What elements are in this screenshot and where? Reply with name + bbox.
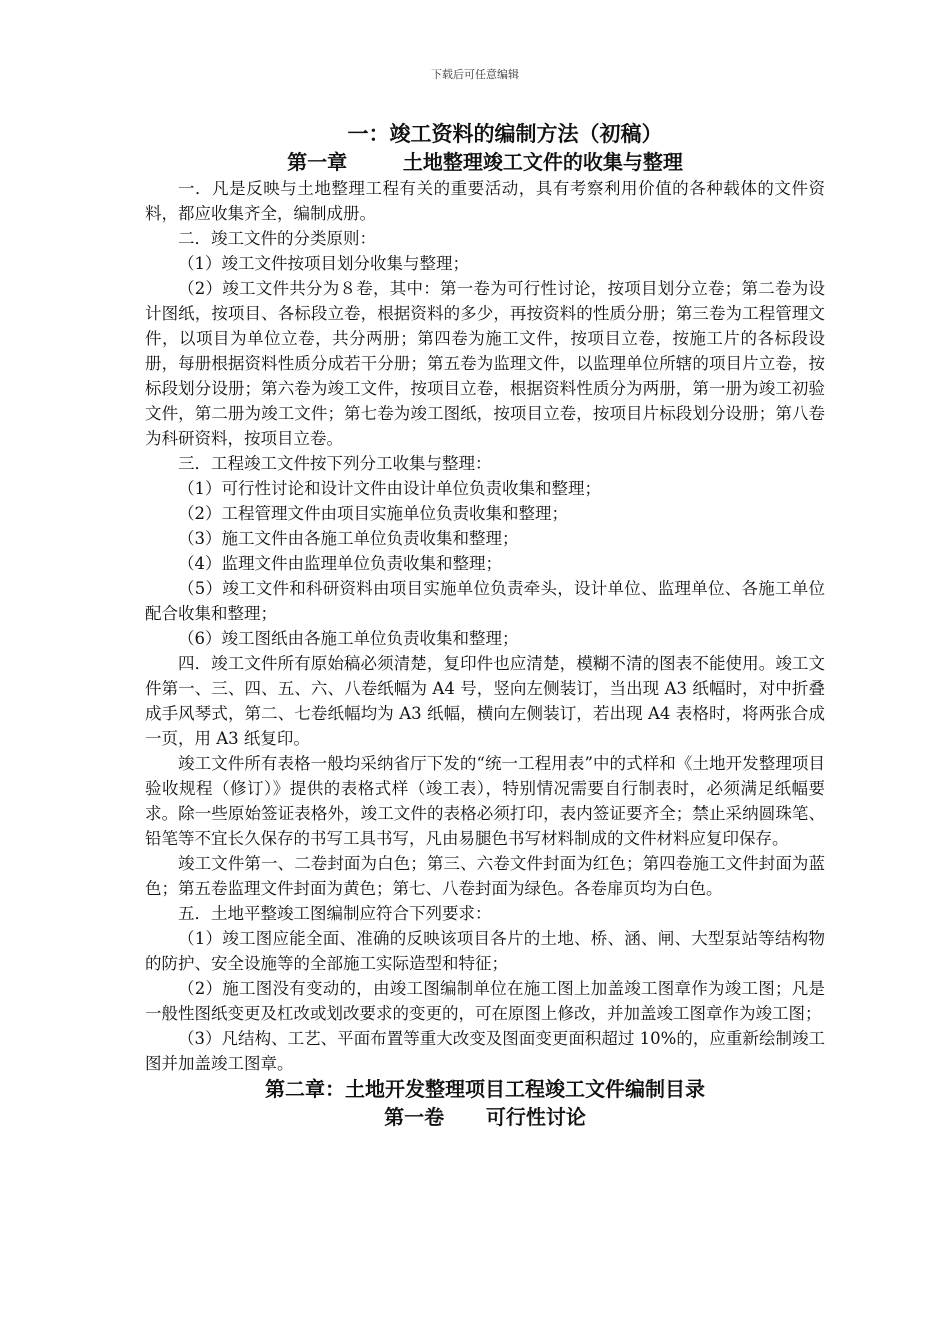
paragraph: 四．竣工文件所有原始稿必须清楚，复印件也应清楚，模糊不清的图表不能使用。竣工文件第一、三、四、五、六、八卷纸幅为 A4 号，竖向左侧装订，当出现 A3 纸幅时，对中折叠成手风琴式，第二、七卷纸幅均为 A3 纸幅，横向左侧装订，若出现 A4 表格时，将两张合成一页，用 A3 纸复印。 [145,654,825,748]
paragraph: （1）竣工图应能全面、准确的反映该项目各片的土地、桥、涵、闸、大型泵站等结构物的防护、安全设施等的全部施工实际造型和特征； [145,929,825,973]
main-title: 一：竣工资料的编制方法（初稿） [347,121,663,146]
paragraph: 竣工文件第一、二卷封面为白色；第三、六卷文件封面为红色；第四卷施工文件封面为蓝色；第五卷监理文件封面为黄色；第七、八卷封面为绿色。各卷扉页均为白色。 [145,854,825,898]
chapter2-title: 第二章：土地开发整理项目工程竣工文件编制目录 [265,1077,705,1101]
paragraph: （5）竣工文件和科研资料由项目实施单位负责牵头，设计单位、监理单位、各施工单位配合收集和整理； [145,579,825,623]
chapter1-title: 第一章 土地整理竣工文件的收集与整理 [287,150,683,174]
paragraph: （4）监理文件由监理单位负责收集和整理； [178,554,502,573]
paragraph: （2）施工图没有变动的，由竣工图编制单位在施工图上加盖竣工图章作为竣工图；凡是一般性图纸变更及杠改或划改要求的变更的，可在原图上修改，并加盖竣工图章作为竣工图； [145,979,825,1023]
paragraph: 一．凡是反映与土地整理工程有关的重要活动，具有考察利用价值的各种载体的文件资料，都应收集齐全，编制成册。 [145,179,825,223]
paragraph: （1）可行性讨论和设计文件由设计单位负责收集和整理； [178,479,601,498]
paragraph: （3）凡结构、工艺、平面布置等重大改变及图面变更面积超过 10%的，应重新绘制竣工图并加盖竣工图章。 [145,1029,825,1073]
paragraph: （2）工程管理文件由项目实施单位负责收集和整理； [178,504,568,523]
paragraph: （3）施工文件由各施工单位负责收集和整理； [178,529,519,548]
paragraph: 二．竣工文件的分类原则： [178,229,376,248]
paragraph: （1）竣工文件按项目划分收集与整理； [178,254,469,273]
paragraph: （6）竣工图纸由各施工单位负责收集和整理； [178,629,519,648]
paragraph: 三．工程竣工文件按下列分工收集与整理： [178,454,492,473]
paragraph: 竣工文件所有表格一般均采纳省厅下发的“统一工程用表”中的式样和《土地开发整理项目验收规程（修订）》提供的表格式样（竣工表），特别情况需要自行制表时，必须满足纸幅要求。除一些原始签证表格外，竣工文件的表格必须打印，表内签证要齐全；禁止采纳圆珠笔、铅笔等不宜长久保存的书写工具书写，凡由易腿色书写材料制成的文件材料应复印保存。 [145,754,825,848]
volume1-title: 第一卷 可行性讨论 [384,1105,586,1129]
paragraph: （2）竣工文件共分为８卷，其中：第一卷为可行性讨论，按项目划分立卷；第二卷为设计图纸，按项目、各标段立卷，根据资料的多少，再按资料的性质分册；第三卷为工程管理文件，以项目为单位立卷，共分两册；第四卷为施工文件，按项目立卷，按施工片的各标段设册，每册根据资料性质分成若干分册；第五卷为监理文件，以监理单位所辖的项目片立卷，按标段划分设册；第六卷为竣工文件，按项目立卷，根据资料性质分为两册，第一册为竣工初验文件，第二册为竣工文件；第七卷为竣工图纸，按项目立卷，按项目片标段划分设册；第八卷为科研资料，按项目立卷。 [145,279,825,448]
paragraph: 五．土地平整竣工图编制应符合下列要求： [178,904,492,923]
document-body [145,120,825,1131]
header-note: 下载后可任意编辑 [431,68,519,81]
